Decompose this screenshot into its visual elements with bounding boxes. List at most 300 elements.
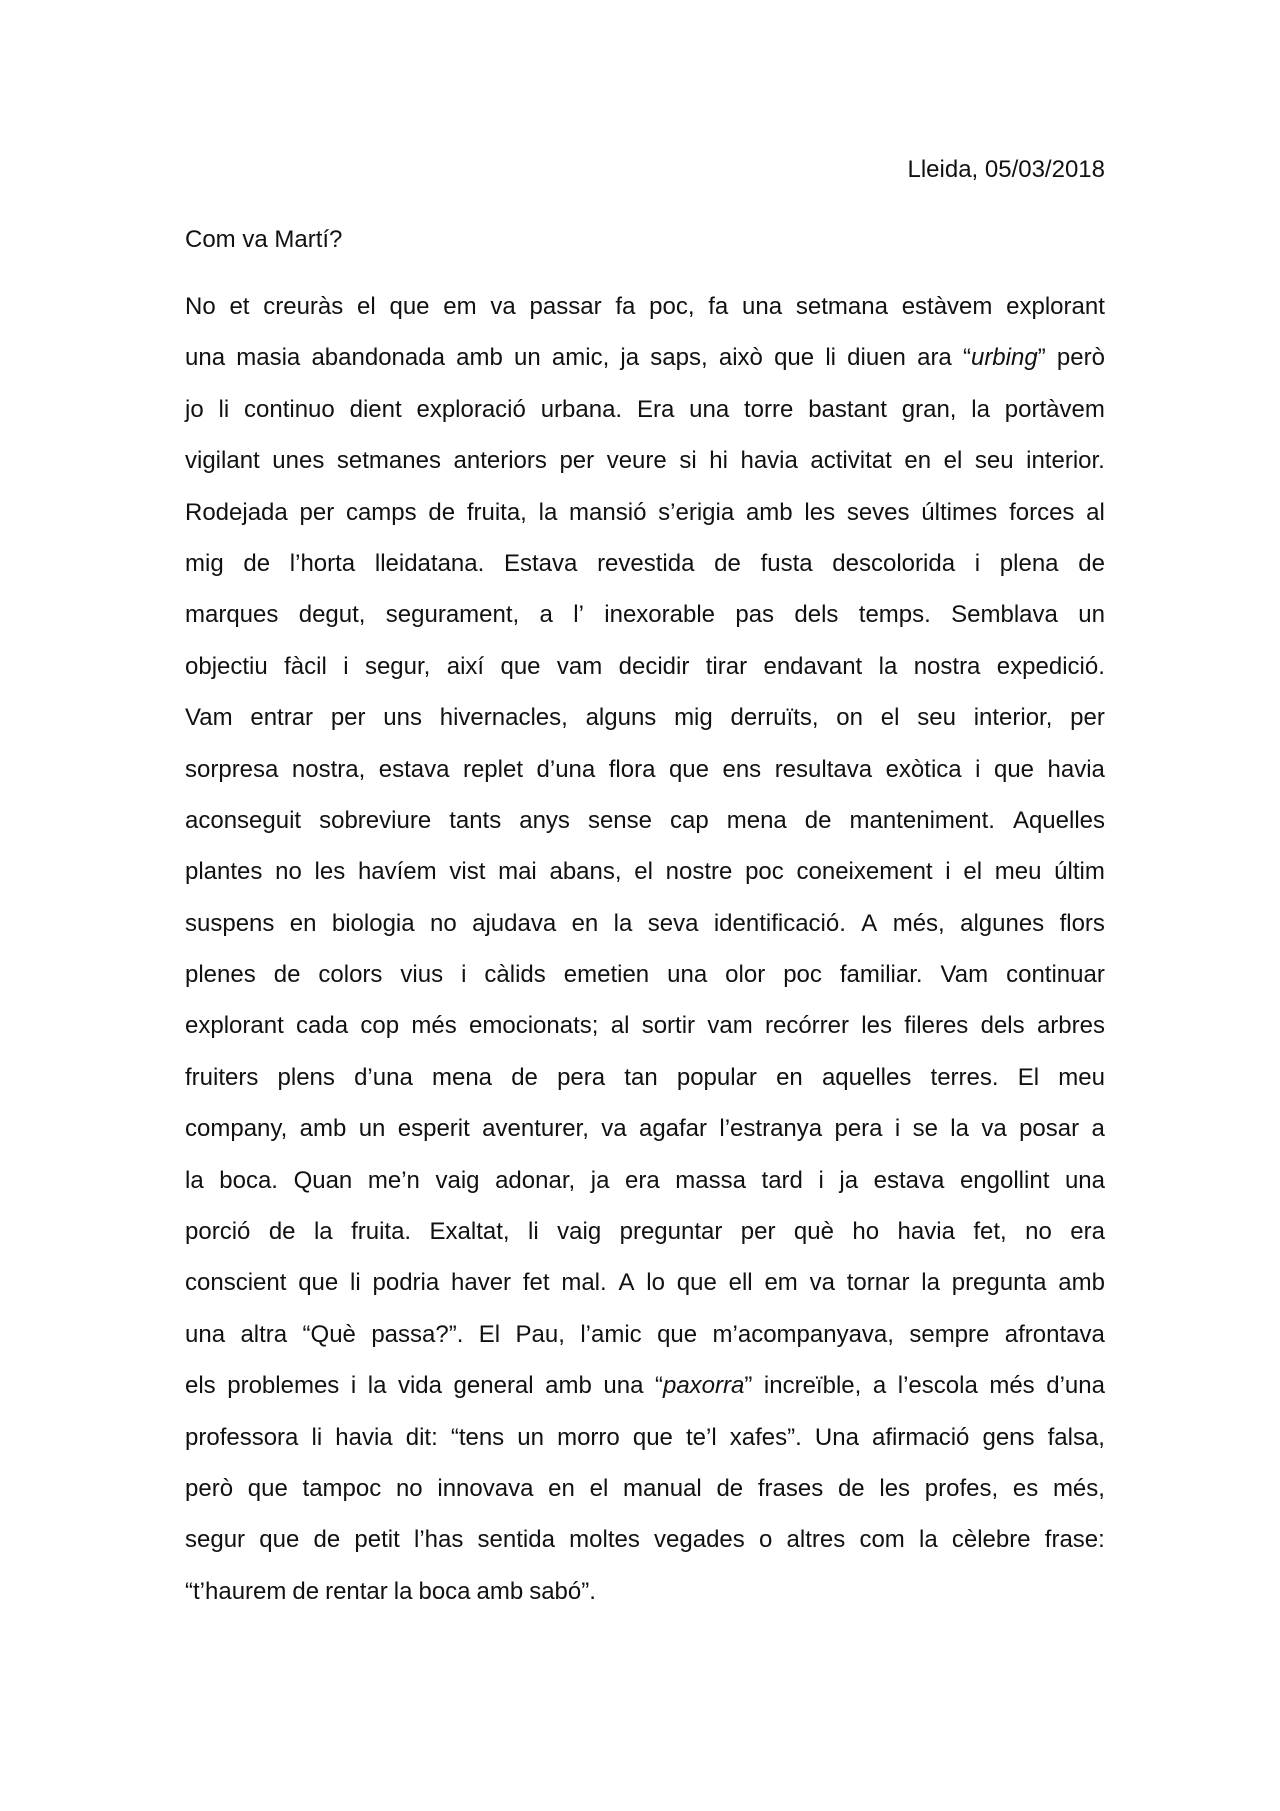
word: fileres: [904, 1012, 969, 1040]
word: mena: [431, 1063, 493, 1091]
word: amb: [456, 344, 503, 372]
word: te’l: [685, 1423, 717, 1451]
word: pas: [735, 601, 775, 629]
word: altres: [786, 1526, 846, 1554]
word: que: [298, 1269, 339, 1297]
word: vist: [449, 858, 486, 886]
word: amic,: [551, 344, 610, 372]
word: continuo: [244, 395, 335, 423]
word: de: [804, 806, 832, 834]
word: amb: [545, 1372, 592, 1400]
word: el: [963, 858, 983, 886]
body-line: [185, 909, 1105, 960]
word: diuen: [847, 344, 906, 372]
word: tornar: [846, 1269, 910, 1297]
word: podria: [372, 1269, 440, 1297]
word: fruiters: [185, 1063, 259, 1091]
word: la: [950, 1115, 969, 1143]
word: així: [446, 652, 485, 680]
word: Pau,: [515, 1320, 565, 1348]
word: fusta: [760, 549, 813, 577]
word: algunes: [960, 909, 1045, 937]
word: i: [945, 858, 951, 886]
word: la: [613, 909, 633, 937]
word: i: [350, 1372, 357, 1400]
word: un: [1078, 601, 1105, 629]
word: vaig: [557, 1218, 602, 1246]
word: últimes: [921, 498, 998, 526]
word: tampoc: [302, 1474, 382, 1502]
body-line: [185, 1371, 1105, 1422]
word: de: [716, 1474, 744, 1502]
word: mig: [674, 704, 713, 732]
body-line: [185, 1423, 1105, 1474]
word: aconseguit: [185, 806, 302, 834]
word: nostra: [913, 652, 981, 680]
word: creuràs: [263, 293, 344, 320]
word: Exaltat,: [429, 1218, 510, 1246]
body-line: [185, 703, 1105, 754]
word: de: [243, 549, 271, 577]
word: boca.: [219, 1166, 278, 1194]
letter-date: Lleida, 05/03/2018: [907, 156, 1105, 183]
word: professora: [185, 1423, 299, 1451]
word: emetien: [563, 961, 650, 989]
word: cèlebre: [951, 1526, 1031, 1554]
word: “urbing”: [962, 344, 1046, 372]
word: mena: [726, 806, 787, 834]
word: al: [1086, 498, 1105, 526]
word: de: [268, 1218, 296, 1246]
word: adonar,: [495, 1166, 576, 1194]
word: poc: [745, 858, 784, 886]
word: replet: [462, 755, 524, 783]
word: temps.: [858, 601, 931, 629]
word: de: [313, 1526, 341, 1554]
word: més: [411, 1012, 457, 1040]
word: estàvem: [901, 293, 993, 320]
word: ell: [728, 1269, 753, 1297]
word: havia: [897, 1218, 955, 1246]
word: dit:: [405, 1423, 438, 1451]
word: petit: [354, 1526, 400, 1554]
word: activitat: [810, 447, 892, 475]
word: el: [880, 704, 900, 732]
word: l’: [573, 601, 584, 629]
word: i: [975, 755, 981, 783]
word: tants: [449, 806, 502, 834]
word: abans,: [549, 858, 622, 886]
word: li: [350, 1269, 361, 1297]
body-line: [185, 395, 1105, 446]
word: l’amic: [580, 1320, 642, 1348]
word: lo: [646, 1269, 665, 1297]
word: forces: [1009, 498, 1075, 526]
word: havia: [740, 447, 798, 475]
word: interior.: [1026, 447, 1105, 475]
word: que: [668, 755, 709, 783]
word: massa: [675, 1166, 746, 1194]
word: “Què: [302, 1320, 356, 1348]
word: si: [679, 447, 697, 475]
word: hivernacles,: [439, 704, 568, 732]
word: ja: [839, 1166, 859, 1194]
word: tan: [624, 1063, 658, 1091]
word: gran,: [901, 395, 957, 423]
word: afrontava: [1004, 1320, 1105, 1348]
word: passar: [529, 293, 602, 320]
word: pera: [834, 1115, 883, 1143]
word: identificació.: [713, 909, 846, 937]
word: li: [528, 1218, 539, 1246]
word: popular: [676, 1063, 757, 1091]
word: increïble,: [763, 1372, 862, 1400]
word: problemes: [227, 1372, 340, 1400]
word: més: [989, 1372, 1035, 1400]
word: una: [689, 395, 730, 423]
word: ens: [722, 755, 762, 783]
word: manual: [623, 1474, 702, 1502]
word: uns: [383, 704, 422, 732]
word: Era: [636, 395, 675, 423]
word: nostre: [665, 858, 733, 886]
word: exòtica: [885, 755, 962, 783]
body-line: [185, 1114, 1105, 1165]
word: les: [804, 498, 836, 526]
word: revestida: [597, 549, 695, 577]
word: per: [1070, 704, 1105, 732]
word: lleidatana.: [374, 549, 485, 577]
word: no: [395, 1474, 423, 1502]
word: amb: [299, 1115, 347, 1143]
body-line: [185, 1011, 1105, 1062]
word: company,: [185, 1115, 288, 1143]
word: ara: [917, 344, 952, 372]
word: anteriors: [453, 447, 547, 475]
word: l’escola: [897, 1372, 978, 1400]
word: hi: [709, 447, 728, 475]
word: No: [185, 293, 216, 320]
word: havíem: [357, 858, 437, 886]
word: mal.: [561, 1269, 607, 1297]
word: sempre: [909, 1320, 990, 1348]
word: segurament,: [385, 601, 520, 629]
word: ho: [852, 1218, 880, 1246]
word: sortir: [641, 1012, 696, 1040]
word: altra: [240, 1320, 288, 1348]
word: el: [589, 1474, 609, 1502]
word: l’estranya: [719, 1115, 823, 1143]
word: gens: [982, 1423, 1035, 1451]
word: mai: [498, 858, 537, 886]
word: per: [299, 498, 335, 526]
word: que: [389, 293, 430, 320]
word: de: [837, 1474, 865, 1502]
word: dels: [980, 1012, 1025, 1040]
word: però: [185, 1474, 234, 1502]
word: abandonada: [311, 344, 445, 372]
body-line: [185, 1166, 1105, 1217]
word: falsa,: [1047, 1423, 1105, 1451]
word: xafes”.: [729, 1423, 802, 1451]
word: va: [809, 1269, 835, 1297]
word: degut,: [298, 601, 366, 629]
word: haver: [451, 1269, 512, 1297]
word: a: [539, 601, 553, 629]
word: com: [859, 1526, 905, 1554]
word: la: [921, 1269, 940, 1297]
word: havia: [335, 1423, 393, 1451]
word: agafar: [638, 1115, 708, 1143]
word: d’una: [1046, 1372, 1105, 1400]
body-line: [185, 600, 1105, 651]
word: resultava: [774, 755, 873, 783]
word: s’erigia: [658, 498, 735, 526]
word: meu: [994, 858, 1042, 886]
word: la: [393, 1577, 413, 1605]
letter-body: [185, 292, 1105, 1628]
word: preguntar: [619, 1218, 723, 1246]
word: suspens: [185, 909, 275, 937]
word: la: [313, 1218, 333, 1246]
word: el: [943, 447, 963, 475]
word: per: [330, 704, 366, 732]
word: que: [774, 344, 815, 372]
word: veure: [606, 447, 667, 475]
word: anys: [519, 806, 570, 834]
word: “t’haurem: [185, 1577, 287, 1605]
word: profes,: [924, 1474, 999, 1502]
word: et: [229, 293, 250, 320]
body-line: [185, 1063, 1105, 1114]
word: i: [343, 652, 349, 680]
word: moltes: [569, 1526, 640, 1554]
word: fet: [522, 1269, 550, 1297]
word: ja: [590, 1166, 610, 1194]
body-line: [185, 292, 1105, 343]
body-line: [185, 1577, 1105, 1628]
word: que: [676, 1269, 717, 1297]
word: biologia: [331, 909, 415, 937]
word: una: [185, 344, 226, 372]
body-line: [185, 857, 1105, 908]
word: inexorable: [604, 601, 716, 629]
word: una: [185, 1320, 226, 1348]
word: explorant: [185, 1012, 284, 1040]
body-line: [185, 1217, 1105, 1268]
body-line: [185, 806, 1105, 857]
word: la: [878, 652, 898, 680]
word: em: [764, 1269, 798, 1297]
word: vam: [556, 652, 603, 680]
word: m’acompanyava,: [712, 1320, 894, 1348]
word: rentar: [325, 1577, 388, 1605]
word: les: [861, 1012, 892, 1040]
word: estava: [378, 755, 450, 783]
word: camps: [345, 498, 417, 526]
word: vida: [397, 1372, 442, 1400]
word: d’una: [354, 1063, 413, 1091]
word: continuar: [1006, 961, 1105, 989]
word: “tens: [450, 1423, 505, 1451]
word: se: [912, 1115, 938, 1143]
word: poc: [783, 961, 822, 989]
word: “paxorra”: [654, 1372, 753, 1400]
word: amb: [1058, 1269, 1105, 1297]
word: porció: [185, 1218, 251, 1246]
word: de: [511, 1063, 538, 1091]
word: cop: [360, 1012, 400, 1040]
word: ajudava: [472, 909, 557, 937]
word: fa: [615, 293, 636, 320]
word: masia: [236, 344, 301, 372]
word: El: [1017, 1063, 1040, 1091]
word: fàcil: [284, 652, 327, 680]
body-line: [185, 652, 1105, 703]
word: A: [861, 909, 878, 937]
word: emocionats;: [469, 1012, 599, 1040]
word: i: [974, 549, 981, 577]
word: una: [603, 1372, 644, 1400]
letter-greeting: Com va Martí?: [185, 226, 343, 253]
word: de: [714, 549, 741, 577]
word: Rodejada: [185, 498, 288, 526]
word: sorpresa: [185, 755, 279, 783]
word: una: [1064, 1166, 1105, 1194]
word: la: [538, 498, 558, 526]
word: ja: [620, 344, 640, 372]
body-line: [185, 1474, 1105, 1525]
word: bastant: [808, 395, 887, 423]
word: tard: [761, 1166, 803, 1194]
word: em: [443, 293, 477, 320]
word: boca: [418, 1577, 471, 1605]
word: morro: [557, 1423, 620, 1451]
word: El: [478, 1320, 501, 1348]
word: saps,: [650, 344, 708, 372]
word: va: [490, 293, 516, 320]
word: més,: [892, 909, 945, 937]
word: descolorida: [832, 549, 956, 577]
word: en: [904, 447, 932, 475]
word: Una: [814, 1423, 859, 1451]
word: Vam: [940, 961, 989, 989]
word: plena: [999, 549, 1059, 577]
word: sobreviure: [319, 806, 432, 834]
word: vegades: [654, 1526, 745, 1554]
word: dels: [794, 601, 839, 629]
word: olor: [725, 961, 766, 989]
word: a: [1091, 1115, 1105, 1143]
body-line: [185, 549, 1105, 600]
word: el: [634, 858, 653, 886]
word: jo: [185, 395, 204, 423]
word: posar: [1019, 1115, 1080, 1143]
word: més,: [1052, 1474, 1105, 1502]
word: marques: [185, 601, 279, 629]
word: fet,: [973, 1218, 1007, 1246]
word: alguns: [585, 704, 657, 732]
word: la: [367, 1372, 387, 1400]
word: sabó”.: [529, 1577, 596, 1605]
word: seves: [846, 498, 910, 526]
word: dient: [349, 395, 402, 423]
word: plenes: [185, 961, 256, 989]
word: de: [273, 961, 301, 989]
word: plens: [277, 1063, 335, 1091]
word: fruita.: [351, 1218, 412, 1246]
word: li: [218, 395, 230, 423]
word: segur,: [364, 652, 431, 680]
word: Quan: [293, 1166, 353, 1194]
word: flors: [1059, 909, 1105, 937]
word: portàvem: [1004, 395, 1105, 423]
word: colors: [318, 961, 383, 989]
word: vam: [707, 1012, 753, 1040]
word: derruïts,: [730, 704, 819, 732]
word: que: [657, 1320, 698, 1348]
body-line: [185, 755, 1105, 806]
word: coneixement: [796, 858, 933, 886]
word: que: [500, 652, 541, 680]
word: una: [742, 293, 783, 320]
word: Aquelles: [1012, 806, 1105, 834]
body-line: [185, 498, 1105, 549]
word: fa: [708, 293, 729, 320]
word: això: [718, 344, 763, 372]
word: afirmació: [872, 1423, 970, 1451]
word: sense: [587, 806, 652, 834]
word: era: [625, 1166, 660, 1194]
body-line: [185, 1268, 1105, 1319]
word: Semblava: [951, 601, 1058, 629]
word: últim: [1054, 858, 1105, 886]
word: no: [430, 909, 457, 937]
word: conscient: [185, 1269, 287, 1297]
word: va: [981, 1115, 1007, 1143]
word: arbres: [1036, 1012, 1105, 1040]
word: familiar.: [839, 961, 923, 989]
word: pera: [557, 1063, 606, 1091]
word: aquelles: [821, 1063, 912, 1091]
word: de: [1078, 549, 1105, 577]
word: meu: [1058, 1063, 1105, 1091]
word: i: [894, 1115, 901, 1143]
body-line: [185, 1525, 1105, 1576]
body-line: [185, 1320, 1105, 1371]
word: es: [1012, 1474, 1039, 1502]
word: mig: [185, 549, 224, 577]
word: les: [314, 858, 346, 886]
word: engollint: [959, 1166, 1050, 1194]
word: frases: [757, 1474, 824, 1502]
word: mansió: [569, 498, 647, 526]
word: explorant: [1006, 293, 1105, 320]
word: seva: [647, 909, 699, 937]
word: passa?”.: [371, 1320, 464, 1348]
word: entrar: [250, 704, 314, 732]
word: recórrer: [764, 1012, 849, 1040]
word: plantes: [185, 858, 263, 886]
word: decidir: [618, 652, 690, 680]
word: innovava: [437, 1474, 534, 1502]
word: cada: [296, 1012, 349, 1040]
word: exploració: [416, 395, 526, 423]
body-line: [185, 343, 1105, 394]
word: d’una: [536, 755, 596, 783]
word: aventurer,: [482, 1115, 589, 1143]
word: un: [517, 1423, 544, 1451]
